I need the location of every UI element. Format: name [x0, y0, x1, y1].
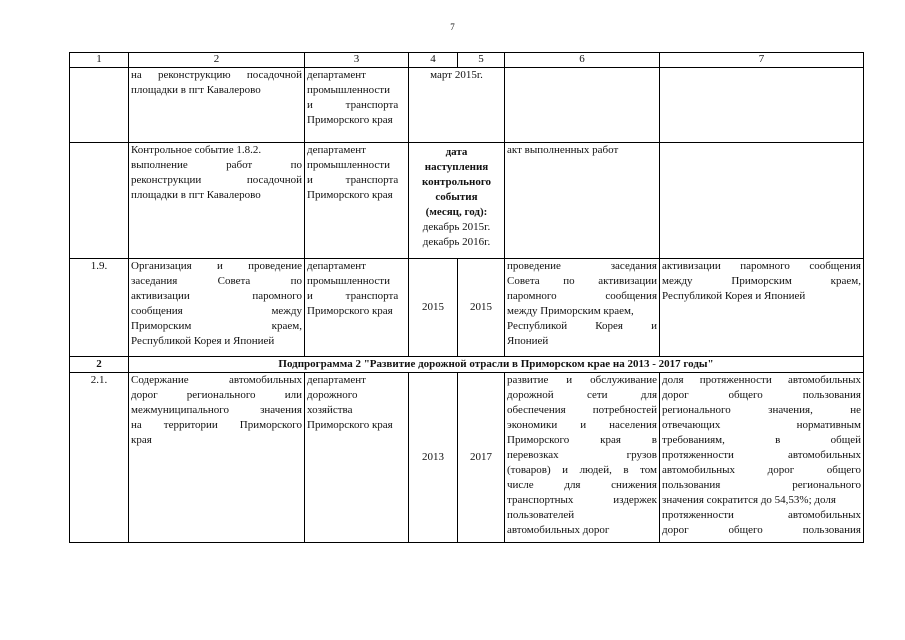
control-event-date-cell	[409, 143, 505, 259]
text-line: регионального значения, не	[662, 404, 861, 416]
result-cell	[505, 68, 660, 143]
text-line: департамент	[307, 69, 366, 81]
text-line: выполнение работ по	[131, 159, 302, 171]
header-row	[70, 53, 864, 68]
header-cell: 6	[505, 53, 660, 68]
text-line: Приморского края	[307, 305, 393, 317]
text-line: Приморского края	[307, 114, 393, 126]
text-line: департамент	[307, 260, 366, 272]
activity-cell	[129, 259, 305, 357]
text-line: дата	[445, 146, 468, 158]
text-line: и транспорта	[307, 174, 399, 186]
text-line: Совета по активизации	[507, 275, 657, 287]
text-line: Республикой Корея и Японией	[131, 335, 275, 347]
subprogram-title-cell: Подпрограмма 2 "Развитие дорожной отрасли в Приморском крае на 2013 - 2017 годы"	[129, 357, 864, 373]
text-line: Республикой Корея и	[507, 320, 657, 332]
result-cell	[505, 259, 660, 357]
text-line: на реконструкцию посадочной	[131, 69, 302, 81]
text-line: обеспечения потребностей	[507, 404, 657, 416]
header-cell: 5	[458, 53, 505, 68]
row-number-cell: 1.9.	[70, 259, 129, 357]
header-cell: 2	[129, 53, 305, 68]
text-line: наступления	[424, 161, 489, 173]
text-line: Японией	[507, 335, 549, 347]
text-line: перевозках грузов	[507, 449, 657, 461]
text-line: хозяйства	[307, 404, 353, 416]
text-line: реконструкции посадочной	[131, 174, 302, 186]
table-row	[70, 259, 864, 357]
end-year-cell: 2017	[458, 373, 505, 543]
table-row	[70, 68, 864, 143]
text-line: департамент	[307, 144, 366, 156]
text-line: автомобильных дорог общего	[662, 464, 861, 476]
table-row	[70, 373, 864, 543]
page-number: 7	[450, 22, 455, 32]
text-line: заседания Совета по	[131, 275, 302, 287]
text-line: Контрольное событие 1.8.2.	[131, 144, 262, 156]
header-cell: 3	[305, 53, 409, 68]
text-line: транспортных издержек	[507, 494, 657, 506]
text-line: активизации паромного сообщения	[662, 260, 861, 272]
subprogram-row	[70, 357, 864, 373]
text-line: Приморским краем,	[131, 320, 302, 332]
text-line: активизации паромного	[131, 290, 302, 302]
text-line: события	[435, 191, 478, 203]
result-cell: акт выполненных работ	[505, 143, 660, 259]
text-line: развитие и обслуживание	[507, 374, 657, 386]
text-line: протяженности автомобильных	[662, 449, 861, 461]
text-line: Приморского края в	[507, 434, 657, 446]
activity-cell	[129, 373, 305, 543]
header-cell: 7	[660, 53, 864, 68]
text-line: площадки в пгт Кавалерово	[131, 84, 261, 96]
text-line: сообщения между	[131, 305, 302, 317]
row-number-cell	[70, 143, 129, 259]
text-line: департамент	[307, 374, 366, 386]
text-line: края	[131, 434, 152, 446]
text-line: контрольного	[421, 176, 492, 188]
table-row	[70, 143, 864, 259]
text-line: площадки в пгт Кавалерово	[131, 189, 261, 201]
text-line: декабрь 2015г.	[422, 221, 491, 233]
text-line: протяженности автомобильных	[662, 509, 861, 521]
program-table	[69, 52, 864, 543]
start-year-cell: 2013	[409, 373, 458, 543]
text-line: декабрь 2016г.	[422, 236, 491, 248]
executor-cell	[305, 259, 409, 357]
text-line: и транспорта	[307, 290, 399, 302]
text-line: на территории Приморского	[131, 419, 302, 431]
indicator-cell	[660, 68, 864, 143]
executor-cell	[305, 143, 409, 259]
text-line: дорог общего пользования	[662, 389, 861, 401]
text-line: и транспорта	[307, 99, 399, 111]
term-cell: март 2015г.	[409, 68, 505, 143]
text-line: Республикой Корея и Японией	[662, 290, 806, 302]
text-line: межмуниципального значения	[131, 404, 302, 416]
text-line: промышленности	[307, 159, 390, 171]
activity-cell	[129, 143, 305, 259]
text-line: экономики и населения	[507, 419, 657, 431]
text-line: Приморского края	[307, 189, 393, 201]
text-line: значения сократится до 54,53%; доля	[662, 494, 836, 506]
text-line: дорожной сети для	[507, 389, 657, 401]
subprogram-number-cell: 2	[70, 357, 129, 373]
text-line: дорог регионального или	[131, 389, 302, 401]
header-cell: 4	[409, 53, 458, 68]
text-line: между Приморским краем,	[507, 305, 634, 317]
text-line: Содержание автомобильных	[131, 374, 302, 386]
text-line: (товаров) и людей, в том	[507, 464, 657, 476]
indicator-cell	[660, 259, 864, 357]
row-number-cell	[70, 68, 129, 143]
text-line: пользования регионального	[662, 479, 861, 491]
text-line: между Приморским краем,	[662, 275, 861, 287]
text-line: Организация и проведение	[131, 260, 302, 272]
text-line: доля протяженности автомобильных	[662, 374, 861, 386]
header-cell: 1	[70, 53, 129, 68]
text-line: отвечающих нормативным	[662, 419, 861, 431]
text-line: числе для снижения	[507, 479, 657, 491]
text-line: Приморского края	[307, 419, 393, 431]
result-cell	[505, 373, 660, 543]
text-line: (месяц, год):	[425, 206, 488, 218]
start-year-cell: 2015	[409, 259, 458, 357]
executor-cell	[305, 68, 409, 143]
indicator-cell	[660, 143, 864, 259]
activity-cell	[129, 68, 305, 143]
text-line: дорожного	[307, 389, 358, 401]
text-line: автомобильных дорог	[507, 524, 610, 536]
end-year-cell: 2015	[458, 259, 505, 357]
text-line: пользователей	[507, 509, 575, 521]
executor-cell	[305, 373, 409, 543]
text-line: паромного сообщения	[507, 290, 657, 302]
row-number-cell: 2.1.	[70, 373, 129, 543]
text-line: дорог общего пользования	[662, 524, 861, 536]
indicator-cell	[660, 373, 864, 543]
text-line: проведение заседания	[507, 260, 657, 272]
text-line: промышленности	[307, 275, 390, 287]
text-line: промышленности	[307, 84, 390, 96]
text-line: требованиям, в общей	[662, 434, 861, 446]
